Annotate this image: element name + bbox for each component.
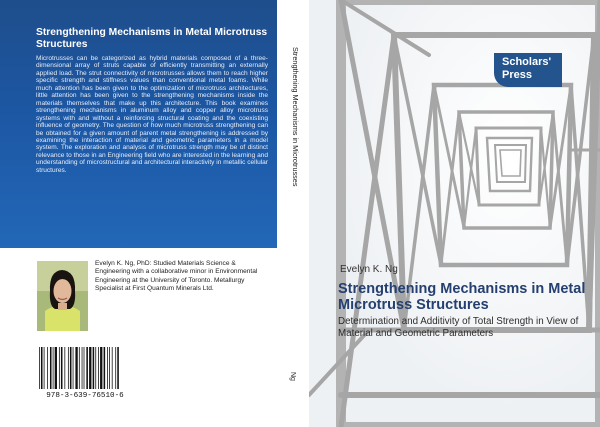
author-photo bbox=[37, 261, 88, 331]
back-cover-title: Strengthening Mechanisms in Metal Microtruss Structures bbox=[36, 27, 268, 50]
front-title: Strengthening Mechanisms in Metal Microtruss Structures bbox=[338, 281, 586, 313]
author-bio: Evelyn K. Ng, PhD: Studied Materials Science & Engineering with a collaborative minor in Environmental Engineering at the University of Toronto. Metallurgy Specialist at First Quantum Minerals Ltd. bbox=[95, 260, 258, 293]
barcode bbox=[37, 346, 133, 390]
spine-title: Strengthening Mechanisms in Microtrusses bbox=[291, 47, 300, 187]
isbn-number: 978-3-639-76510-6 bbox=[46, 392, 124, 400]
publisher-name-line1: Scholars' bbox=[502, 56, 552, 68]
publisher-name-line2: Press bbox=[502, 69, 532, 81]
spine-author: Ng bbox=[289, 372, 296, 381]
front-author: Evelyn K. Ng bbox=[340, 264, 398, 275]
front-subtitle: Determination and Additivity of Total Strength in View of Material and Geometric Parameters bbox=[338, 316, 579, 339]
back-cover-description: Microtrusses can be categorized as hybrid materials composed of a three-dimensional array of struts capable of efficiently transmitting an externally applied load. The strut connectivity of microtrusses allows them to reach higher specific strength and stiffness values than conventional metal foams. While much attention has been given to the optimization of microtruss architectures, little attention has been given to the strengthening mechanisms inside the materials themselves that make up this architecture. This book examines strengthening mechanisms in aluminum alloy and copper alloy microtruss systems with and without a reinforcing structural coating and the coexisting influence of geometry. The question of how much microtruss strengthening can be obtained for a given amount of parent metal strengthening is addressed by examining the interaction of material and geometric parameters in a model system. The exploration and analysis of microtruss strength may be of distinct relevance to those in an Engineering field who are interested in the learning and understanding of microstructural and architectural interactivity in metallic cellular structures. bbox=[36, 55, 268, 174]
publisher-logo bbox=[494, 53, 562, 87]
